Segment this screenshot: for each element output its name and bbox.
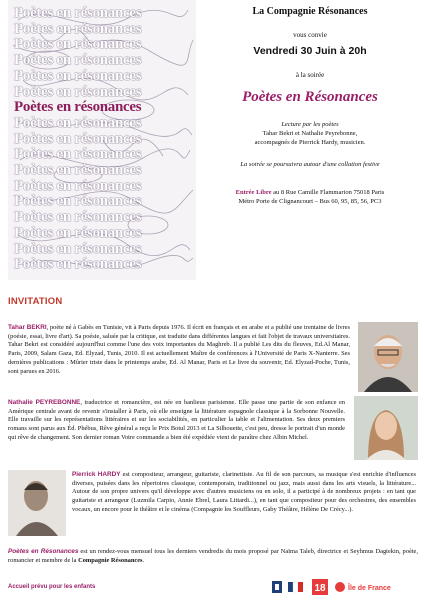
invite-text: vous convie: [293, 31, 327, 39]
bio-text: est compositeur, arrangeur, guitariste, clarinettiste. Au fil de son parcours, sa musique s'est enrichie d'influences diverses, puisées dans les répertoires classique, contemporain, traditionnel ou jazz, mais aussi dans les arts visuels, la littérature... Autour de son propre univers qu'il développe avec d'autres musiciens ou en solo, il a participé à de nombreux projets : en tant que guitariste et arrangeur (Luzmila Carpio, Annie Ebrel, Laura Littardi...), en tant que compositeur pour des orchestres, des ensembles vocaux, un encore pour le théâtre et le cinéma (Compagnie les Souffleurs, Gaby Théâtre, Hélène De Crécy...).: [72, 471, 417, 513]
logo-arrondissement-18: [312, 579, 328, 595]
poster-line: Poètes en résonances: [14, 177, 142, 194]
musician-line: accompagnés de Pierrick Hardy, musicien.: [254, 139, 366, 146]
closing-title: Poètes en Résonances: [8, 548, 79, 555]
free-entry-label: Entrée Libre: [235, 189, 272, 196]
venue-info: [196, 188, 424, 206]
poster-line: Poètes en résonances: [14, 36, 142, 53]
reading-info: [196, 120, 424, 147]
photo-pierrick-hardy: [8, 470, 66, 536]
poster-line: Poètes en résonances: [14, 114, 142, 131]
photo-nathalie-peyrebonne: [354, 396, 418, 460]
poster-line: Poètes en résonances: [14, 162, 142, 179]
poster-line: Poètes en résonances: [14, 52, 142, 69]
poster-line: Poètes en résonances: [14, 209, 142, 226]
organizer-name: La Compagnie Résonances: [252, 6, 368, 17]
poster-line: Poètes en résonances: [14, 83, 142, 100]
poster-line: Poètes en résonances: [14, 146, 142, 163]
soiree-text: à la soirée: [295, 71, 325, 79]
bio-pierrick-hardy: [72, 471, 416, 515]
poster-line: Poètes en résonances: [14, 99, 142, 116]
bio-text: , poète né à Gabès en Tunisie, vit à Paris depuis 1976. Il écrit en français et en arabe et a publié une trentaine de livres (poésie, essai, livre d'art). Sa poésie, saluée par la critique, est traduite dans différentes langues et fait l'objet de travaux universitaires. Tahar Bekri est considéré aujourd'hui comme l'une des voix importantes du Maghreb. Il a publié Les dits du fleuves, Ed.Al Manar, Paris, 2009, Salam Gaza, Ed. Elyzad, Tunis, 2010. Il est actuellement Maître de conférences à l'Université de Paris X-Nanterre. Ses dernières publications : Mûrier triste dans le printemps arabe, Ed. Al Manar, Paris et Le livre du souvenir, Ed. Elyzad-Poche, Tunis, sont parues en 2016.: [8, 324, 350, 375]
transport-info: Métro Porte de Clignancourt – Bus 60, 95, 85, 56, PC3: [238, 198, 382, 205]
poets-line: Tahar Bekri et Nathalie Peyrebonne,: [262, 130, 358, 137]
poster-line: Poètes en résonances: [14, 224, 142, 241]
bio-name: Tahar BEKRI: [8, 324, 47, 331]
event-date: Vendredi 30 Juin à 20h: [253, 45, 367, 57]
collation-note: La soirée se poursuivra autour d'une collation festive: [240, 161, 380, 168]
poster-line: Poètes en résonances: [14, 5, 142, 21]
bio-tahar-bekri: [8, 324, 350, 376]
poster-line: Poètes en résonances: [14, 67, 142, 84]
photo-tahar-bekri: [358, 322, 418, 392]
poster-title-stack: [14, 6, 194, 273]
bio-text: , traductrice et romancière, est née en banlieue parisienne. Elle passe une partie de son enfance en Amérique centrale avant de revenir s'installer à Paris, où elle enseigne la littérature espagnole classique à la Sorbonne Nouvelle. Elle travaille sur les représentations littéraires et sur les sociabilités, en particulier la table et l'alimentation. Ses deux premiers romans sont parus aux Éd. Phébus, Rêve général a reçu le Prix Botul 2013 et La Silhouette, c'est peu, dresse le portrait d'un monde qui rêve de changement. Son dernier roman Votre commande a bien été expédiée vient de paraître chez Albin Michel.: [8, 399, 345, 441]
bio-name: Nathalie PEYREBONNE: [8, 399, 81, 406]
logo-paris: [272, 581, 282, 593]
svg-text:Île de France: Île de France: [348, 585, 391, 592]
poster-artwork: [8, 0, 196, 280]
poster-line: Poètes en résonances: [14, 240, 142, 257]
event-header: [196, 6, 424, 206]
bio-nathalie-peyrebonne: [8, 399, 345, 443]
invitation-heading: INVITATION: [8, 296, 63, 307]
bio-name: Pierrick HARDY: [72, 471, 121, 478]
poster-line: Poètes en résonances: [14, 130, 142, 147]
logo-ministry: [288, 582, 303, 592]
closing-text: est un rendez-vous mensuel tous les derniers vendredis du mois proposé par Naïma Taleb, directrice et Seyhmus Dagtekin, poète, romancier et membre de la: [8, 548, 418, 564]
children-note: Accueil prévu pour les enfants: [8, 584, 96, 590]
reading-intro: Lecture par les poètes: [281, 121, 339, 128]
poster-line: Poètes en résonances: [14, 20, 142, 37]
closing-paragraph: Poètes en Résonances est un rendez-vous mensuel tous les derniers vendredis du mois proposé par Naïma Taleb, directrice et Seyhmus Dagtekin, poète, romancier et membre de la Compagnie Résonances.: [8, 548, 418, 564]
partner-logos: [272, 578, 422, 596]
poster-line: Poètes en résonances: [14, 193, 142, 210]
svg-text:18: 18: [314, 583, 326, 594]
venue-address: au 8 Rue Camille Flammarion 75018 Paris: [273, 189, 385, 196]
poster-line: Poètes en résonances: [14, 256, 142, 273]
event-title: Poètes en Résonances: [242, 89, 378, 105]
closing-org: Compagnie Résonances: [78, 556, 143, 564]
logo-ile-de-france: [335, 582, 391, 592]
